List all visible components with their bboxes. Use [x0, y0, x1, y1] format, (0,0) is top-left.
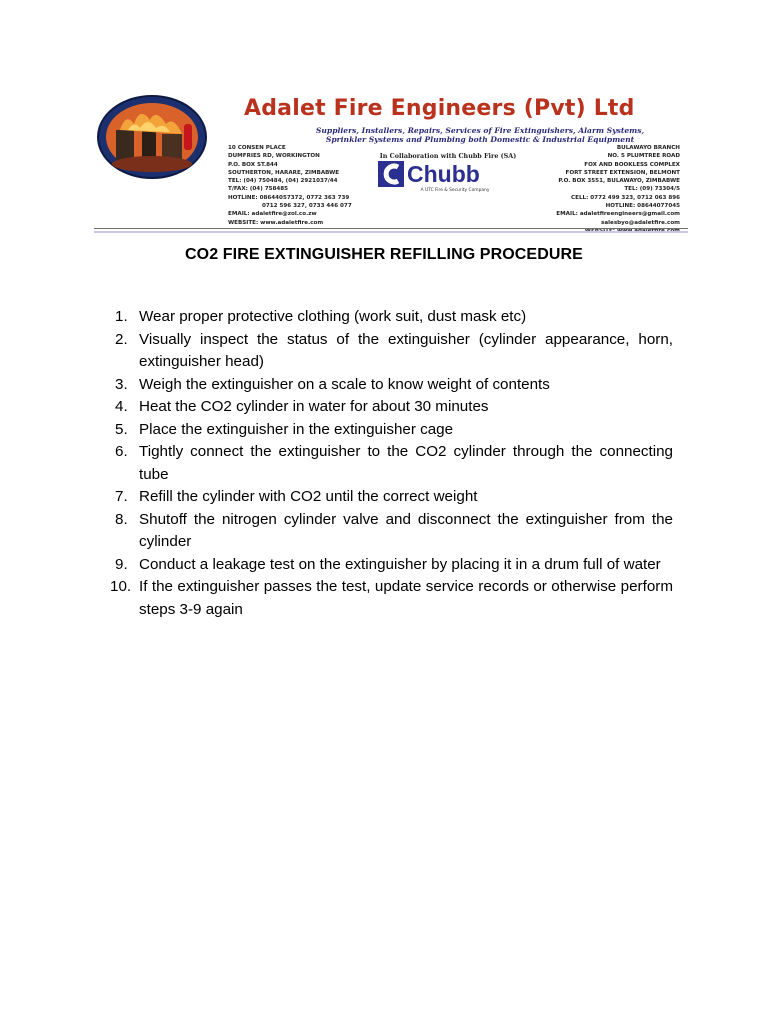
- address-line: TEL: (04) 750484, (04) 2921037/44: [228, 178, 338, 185]
- step-number: 10.: [110, 578, 132, 595]
- step-text: Heat the CO2 cylinder in water for about 30 minutes: [139, 398, 489, 415]
- harare-address: [228, 144, 378, 227]
- letterhead: [92, 88, 688, 234]
- procedure-step: [110, 509, 673, 554]
- address-line: 0712 596 327, 0733 446 077: [262, 203, 352, 210]
- step-number: 6.: [115, 443, 128, 460]
- letterhead-divider: [94, 231, 688, 233]
- step-number: 4.: [115, 398, 128, 415]
- step-text: Tightly connect the extinguisher to the CO2 cylinder through the connecting tube: [139, 443, 673, 483]
- address-line: EMAIL: adaletfireengineers@gmail.com: [556, 211, 680, 218]
- company-logo: [96, 94, 208, 180]
- address-line: FORT STREET EXTENSION, BELMONT: [565, 169, 680, 176]
- procedure-step: [110, 486, 673, 509]
- letterhead-divider: [94, 228, 688, 229]
- procedure-step: [110, 306, 673, 329]
- document-title: CO2 FIRE EXTINGUISHER REFILLING PROCEDURE: [185, 246, 583, 263]
- step-text: Visually inspect the status of the extinguisher (cylinder appearance, horn, extinguisher head): [139, 330, 673, 370]
- address-line: salesbyo@adaletfire.com: [601, 219, 680, 226]
- chubb-logo-text: Chubb: [407, 161, 480, 187]
- address-line: TEL: (09) 73304/5: [624, 186, 680, 193]
- step-number: 9.: [115, 555, 128, 573]
- chubb-logo: [378, 158, 520, 188]
- address-line: P.O. BOX 3551, BULAWAYO, ZIMBABWE: [558, 178, 680, 185]
- step-number: 2.: [115, 330, 128, 348]
- procedure-step: [110, 329, 673, 374]
- tagline-line: Suppliers, Installers, Repairs, Services of Fire Extinguishers, Alarm Systems,: [315, 126, 645, 135]
- address-line: 10 CONSEN PLACE: [228, 145, 286, 151]
- step-text: Shutoff the nitrogen cylinder valve and disconnect the extinguisher from the cylinder: [139, 510, 673, 550]
- address-line: HOTLINE: 08644077045: [605, 203, 680, 210]
- step-text: Conduct a leakage test on the extinguisher by placing it in a drum full of water: [139, 555, 661, 573]
- procedure-step: [110, 396, 673, 419]
- step-number: 5.: [115, 420, 128, 438]
- company-tagline: [290, 126, 670, 144]
- procedure-step: [110, 554, 673, 577]
- address-line: WEBSITE: www.adaletfire.com: [584, 227, 680, 234]
- bulawayo-address: [520, 144, 680, 235]
- step-text: Weigh the extinguisher on a scale to know weight of contents: [139, 375, 550, 393]
- tagline-line: Sprinkler Systems and Plumbing both Domestic & Industrial Equipment: [325, 135, 635, 144]
- company-name: Adalet Fire Engineers (Pvt) Ltd: [244, 96, 635, 121]
- collaboration-note: In Collaboration with Chubb Fire (SA): [379, 152, 517, 160]
- address-line: P.O. BOX ST.844: [228, 161, 278, 168]
- step-number: 8.: [115, 510, 128, 528]
- step-number: 3.: [115, 375, 128, 393]
- address-line: BULAWAYO BRANCH: [616, 145, 680, 151]
- step-number: 1.: [115, 308, 128, 325]
- address-line: NO. 5 PLUMTREE ROAD: [607, 153, 680, 160]
- address-line: T/FAX: (04) 758485: [228, 186, 289, 193]
- procedure-step: [110, 374, 673, 397]
- procedure-steps: [110, 306, 673, 621]
- procedure-step: [110, 441, 673, 486]
- address-line: WEBSITE: www.adaletfire.com: [228, 219, 324, 226]
- address-line: FOX AND BOOKLESS COMPLEX: [584, 161, 680, 168]
- procedure-step: [110, 576, 673, 621]
- step-text: Refill the cylinder with CO2 until the correct weight: [139, 488, 478, 505]
- procedure-step: [110, 419, 673, 442]
- step-text: If the extinguisher passes the test, update service records or otherwise perform steps 3-9 again: [139, 578, 673, 618]
- step-number: 7.: [115, 488, 128, 505]
- address-line: HOTLINE: 08644057372, 0772 363 739: [228, 194, 350, 201]
- address-line: EMAIL: adaletfire@zol.co.zw: [228, 211, 317, 218]
- address-line: CELL: 0772 499 323, 0712 063 896: [571, 194, 680, 201]
- chubb-subtitle: A UTC Fire & Security Company: [420, 188, 490, 193]
- step-text: Wear proper protective clothing (work suit, dust mask etc): [139, 308, 527, 325]
- address-line: DUMFRIES RD, WORKINGTON: [228, 153, 320, 160]
- address-line: SOUTHERTON, HARARE, ZIMBABWE: [228, 169, 340, 176]
- step-text: Place the extinguisher in the extinguisher cage: [139, 420, 454, 438]
